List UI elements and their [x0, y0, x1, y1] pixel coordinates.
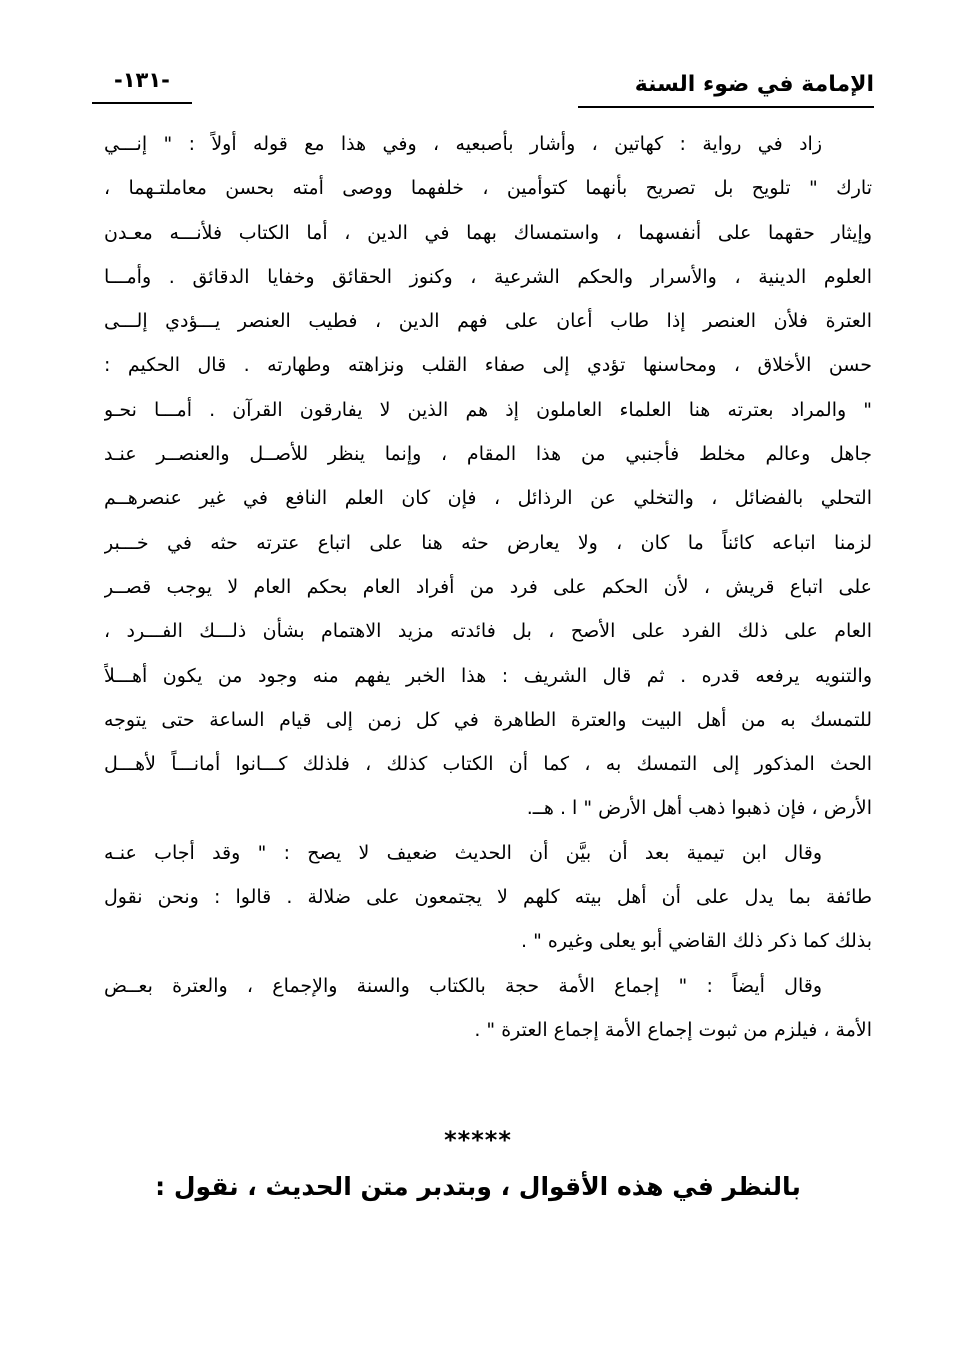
text-line: حسن الأخلاق ، ومحاسنها تؤدي إلى صفاء القلب ونزاهته وطهارته . قال الحكيم :: [104, 354, 872, 377]
text-line: زاد في رواية : كهاتين ، وأشار بأصبعيه ، وفي هذا مع قوله أولاً : " إنـــي: [104, 133, 822, 155]
text-line: العلوم الدينية ، والأسرار والحكم الشرعية ، وكنوز الحقائق وخفايا الدقائق . وأمـــا: [104, 265, 872, 288]
text-line: على اتباع قريش ، لأن الحكم على فرد من أفراد العام بحكم العام لا يوجب قصــر: [104, 575, 872, 598]
text-line: العترة فلأن العنصر إذا طاب أعان على فهم الدين ، فطيب العنصر يـــؤدي إلـــى: [104, 310, 872, 333]
page-header: [92, 62, 874, 108]
text-line: الحث المذكور إلى التمسك به ، كما أن الكتاب كذلك ، فلذلك كـــانوا أمانـــاً لأهـــل: [104, 753, 872, 776]
text-line: بذلك كما ذكر ذلك القاضي أبو يعلى وغيره " .: [521, 930, 872, 953]
text-line: وإيثار حقهما على أنفسهما ، واستمساك بهما في الدين ، أما الكتاب فلأنـــه معـدن: [104, 221, 872, 244]
section-separator: *****: [444, 1126, 512, 1154]
text-line: للتمسك به من أهل البيت والعترة الطاهرة في كل زمن إلى قيام الساعة حتى يتوجه: [104, 708, 872, 731]
text-line: وقال أيضاً : " إجماع الأمة حجة بالكتاب والسنة والإجماع ، والعترة بعــض: [104, 974, 822, 997]
body-text: [104, 122, 872, 1052]
text-line: وقال ابن تيمية بعد أن بيَّن أن الحديث ضعيف لا يصح : " وقد أجاب عنـه: [104, 841, 822, 864]
text-line: تارك " تلويح بل تصريح بأنهما كتوأمين ، خلفهما ووصى أمته بحسن معاملتـهما ،: [104, 177, 872, 200]
text-line: " والمراد بعترته هنا العلماء العاملون إذ هم الذين لا يفارقون القرآن . أمـــا نحـو: [104, 398, 872, 421]
page-number: -١٣١-: [114, 68, 170, 92]
header-rule-left: [92, 102, 192, 104]
book-title: الإمامة في ضوء السنة: [634, 72, 874, 97]
header-rule-right: [578, 106, 874, 108]
text-line: طائفة بما يدل على أن أهل بيته كلهم لا يجتمعون على ضلالة . قالوا : ونحن نقول: [104, 886, 872, 909]
text-line: الأرض ، فإن ذهبوا ذهب أهل الأرض " ا . هــ.: [526, 797, 872, 820]
text-line: الأمة ، فيلزم من ثبوت إجماع الأمة إجماع العترة " .: [474, 1018, 872, 1041]
text-line: التحلي بالفضائل ، والتخلي عن الرذائل ، فإن كان العلم النافع في غير عنصرهــم: [104, 487, 872, 510]
text-line: لزمنا اتباعه كائناً ما كان ، ولا يعارض حثه هنا على اتباع عترته حثه في خـــبر: [104, 531, 872, 554]
text-line: والتنويه يرفعه قدره . ثم قال الشريف : هذا الخبر يفهم منه وجود من يكون أهـــلاً: [104, 664, 872, 687]
text-line: العام على ذلك الفرد على الأصح ، بل فائدته مزيد الاهتمام بشأن ذلـــك الفـــرد ،: [104, 620, 872, 643]
closing-heading: بالنظر في هذه الأقوال ، وبتدبر متن الحديث ، نقول :: [155, 1172, 801, 1201]
text-line: جاهل وعالم مخلط فأجنبي من هذا المقام ، وإنما ينظر للأصــل والعنصــر عنـد: [104, 443, 872, 466]
